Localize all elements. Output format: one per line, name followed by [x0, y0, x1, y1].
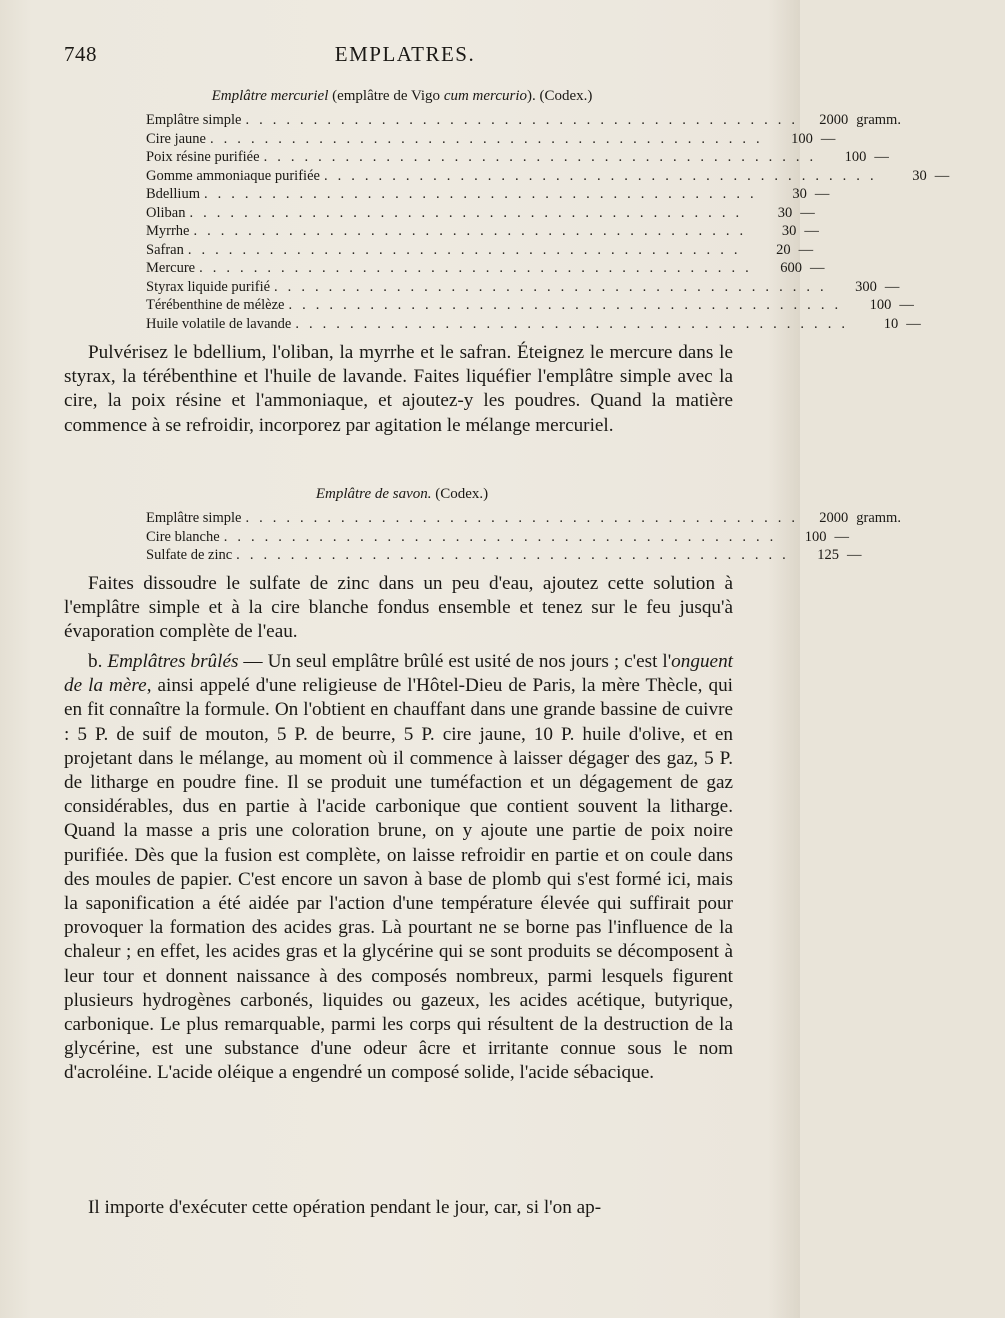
ingredient-unit: —	[934, 167, 950, 184]
ingredient-name: Myrrhe	[146, 223, 190, 239]
ingredient-row	[146, 509, 901, 528]
ingredient-name: Emplâtre simple	[146, 112, 242, 128]
recipe2-title	[64, 486, 740, 503]
page-number: 748	[64, 42, 97, 66]
ingredient-unit: —	[847, 547, 862, 563]
ingredient-name: Huile volatile de lavande	[146, 315, 292, 332]
ingredient-quantity: 20	[776, 241, 791, 258]
recipe1-title-end: ). (Codex.)	[527, 88, 593, 104]
paragraph-4-text: Il importe d'exécuter cette opération pendant le jour, car, si l'on ap-	[88, 1197, 602, 1218]
recipe2-ingredient-list	[146, 509, 901, 565]
recipe1-title-mid: (emplâtre de Vigo	[328, 88, 444, 104]
paragraph-2-text: Faites dissoudre le sulfate de zinc dans un peu d'eau, ajoutez cette solution à l'emplâtre simple et à la cire blanche fondus ensemble et tenez sur le feu jusqu'à évaporation complète de l'eau.	[64, 573, 733, 643]
ingredient-unit: gramm.	[856, 112, 901, 128]
ingredient-row	[146, 130, 836, 149]
dot-leader: . . . . . . . . . . . . . . . . . . . . . . . . . . . . . . . . . . . . . . . . .	[189, 204, 743, 221]
paragraph-3	[64, 650, 733, 1086]
recipe2-title-end: (Codex.)	[431, 486, 489, 502]
section-heading: Emplâtres brûlés	[107, 651, 239, 672]
paragraph-4	[64, 1196, 733, 1220]
running-title: EMPLATRES.	[334, 42, 476, 66]
ingredient-quantity: 30	[912, 167, 927, 184]
dot-leader: . . . . . . . . . . . . . . . . . . . . . . . . . . . . . . . . . . . . . . . . .	[223, 528, 777, 545]
ingredient-unit: —	[809, 260, 825, 276]
ingredient-name: Safran	[146, 241, 184, 258]
dot-leader: . . . . . . . . . . . . . . . . . . . . . . . . . . . . . . . . . . . . . . . . .	[236, 547, 789, 563]
paragraph-3-text	[64, 650, 733, 1086]
section-letter: b.	[88, 651, 108, 672]
paragraph-2	[64, 572, 733, 645]
ingredient-quantity: 125	[817, 547, 839, 563]
ingredient-name: Cire blanche	[146, 528, 220, 545]
dot-leader: . . . . . . . . . . . . . . . . . . . . . . . . . . . . . . . . . . . . . . . . .	[263, 149, 817, 165]
ingredient-quantity: 300	[855, 278, 877, 295]
dot-leader: . . . . . . . . . . . . . . . . . . . . . . . . . . . . . . . . . . . . . . . . .	[210, 130, 763, 147]
ingredient-unit: —	[874, 149, 889, 165]
ingredient-quantity: 30	[792, 186, 807, 202]
ingredient-row	[146, 111, 901, 130]
ingredient-unit: —	[820, 130, 836, 147]
dot-leader: . . . . . . . . . . . . . . . . . . . . . . . . . . . . . . . . . . . . . . . . .	[187, 241, 741, 258]
dot-leader: . . . . . . . . . . . . . . . . . . . . . . . . . . . . . . . . . . . . . . . . .	[245, 510, 799, 526]
dot-leader: . . . . . . . . . . . . . . . . . . . . . . . . . . . . . . . . . . . . . . . . .	[323, 167, 877, 184]
paragraph-3-part2: , ainsi appelé d'une religieuse de l'Hôtel-Dieu de Paris, la mère Thècle, qui en fit connaître la formule. On l'obtient en chauffant dans une grande bassine de cuivre : 5 P. de suif de mouton, 5 P. de beurre, 5 P. cire jaune, 10 P. huile d'olive, et en projetant dans le mélange, au moment où il commence à laisser dégager des gaz, 5 P. de litharge en poudre fine. Il se produit une tuméfaction et un dégagement de gaz considérables, dus en partie à l'acide carbonique que contient souvent la litharge. Quand la masse a pris une coloration brune, on y ajoute une partie de poix noire purifiée. Dès que la fusion est complète, on laisse refroidir en partie et on coule dans des moules de papier. C'est encore un savon à base de plomb qui s'est formé ici, mais la saponification a été aidée par l'action d'une température élevée qui suffirait pour provoquer la formation des acides gras. Là pourtant ne se borne pas l'influence de la chaleur ; en effet, les acides gras et la glycérine qui se sont produits se décomposent à leur tour et donnent naissance à des composés nombreux, parmi lesquels figurent plusieurs hydrogènes carbonés, liquides ou gazeux, les acides acétique, butyrique, carbonique. Le plus remarquable, parmi les corps qui résultent de la destruction de la glycérine, est une substance d'une odeur âcre et irritante connue sous le nom d'acroléine. L'acide oléique a engendré un composé solide, l'acide sébacique.	[64, 675, 733, 1084]
ingredient-unit: —	[804, 223, 819, 239]
ingredient-unit: —	[884, 278, 900, 295]
ingredient-quantity: 100	[804, 528, 827, 545]
recipe1-title	[64, 88, 740, 105]
ingredient-row	[146, 259, 825, 278]
ingredient-name: Emplâtre simple	[146, 510, 242, 526]
ingredient-quantity: 10	[883, 315, 899, 332]
paragraph-1	[64, 341, 733, 438]
ingredient-unit: —	[814, 186, 830, 202]
ingredient-name: Oliban	[146, 204, 186, 221]
dot-leader: . . . . . . . . . . . . . . . . . . . . . . . . . . . . . . . . . . . . . . . . .	[203, 186, 757, 202]
paragraph-3-part1: — Un seul emplâtre brûlé est usité de nos jours ; c'est l'	[238, 651, 672, 672]
ingredient-row	[146, 278, 900, 297]
ingredient-row	[146, 241, 814, 260]
dot-leader: . . . . . . . . . . . . . . . . . . . . . . . . . . . . . . . . . . . . . . . . .	[288, 297, 842, 313]
ingredient-unit: —	[834, 528, 850, 545]
recipe1-title-italic2: cum mercurio	[443, 88, 527, 104]
ingredient-row	[146, 222, 819, 241]
ingredient-name: Poix résine purifiée	[146, 149, 260, 165]
ingredient-row	[146, 148, 889, 167]
ingredient-row	[146, 528, 850, 547]
ingredient-name: Styrax liquide purifié	[146, 278, 271, 295]
ingredient-name: Cire jaune	[146, 130, 206, 147]
dot-leader: . . . . . . . . . . . . . . . . . . . . . . . . . . . . . . . . . . . . . . . . .	[295, 315, 849, 332]
recipe1-ingredient-list	[146, 111, 950, 333]
ingredient-unit: —	[906, 315, 921, 332]
ingredient-quantity: 100	[869, 297, 892, 313]
italic-term: onguent de la mère	[64, 651, 733, 697]
ingredient-quantity: 2000	[819, 112, 849, 128]
ingredient-row	[146, 296, 914, 315]
ingredient-name: Térébenthine de mélèze	[146, 297, 285, 313]
page-header	[64, 42, 746, 72]
ingredient-name: Gomme ammoniaque purifiée	[146, 167, 320, 184]
ingredient-unit: —	[899, 297, 914, 313]
ingredient-name: Mercure	[146, 260, 196, 276]
ingredient-unit: —	[798, 241, 814, 258]
ingredient-quantity: 30	[777, 204, 793, 221]
paragraph-1-text: Pulvérisez le bdellium, l'oliban, la myrrhe et le safran. Éteignez le mercure dans le styrax, la térébenthine et l'huile de lavande. Faites liquéfier l'emplâtre simple avec la cire, la poix résine et l'ammoniaque, et ajoutez-y les poudres. Quand la matière commence à se refroidir, incorporez par agitation le mélange mercuriel.	[64, 342, 733, 436]
recipe1-title-italic: Emplâtre mercuriel	[211, 88, 329, 104]
dot-leader: . . . . . . . . . . . . . . . . . . . . . . . . . . . . . . . . . . . . . . . . .	[274, 278, 827, 295]
ingredient-quantity: 100	[844, 149, 867, 165]
dot-leader: . . . . . . . . . . . . . . . . . . . . . . . . . . . . . . . . . . . . . . . . .	[245, 112, 799, 128]
ingredient-row	[146, 204, 815, 223]
ingredient-quantity: 2000	[819, 510, 849, 526]
ingredient-name: Sulfate de zinc	[146, 547, 233, 563]
ingredient-quantity: 30	[781, 223, 797, 239]
dot-leader: . . . . . . . . . . . . . . . . . . . . . . . . . . . . . . . . . . . . . . . . .	[199, 260, 752, 276]
ingredient-row	[146, 315, 921, 334]
dot-leader: . . . . . . . . . . . . . . . . . . . . . . . . . . . . . . . . . . . . . . . . .	[193, 223, 747, 239]
ingredient-name: Bdellium	[146, 186, 200, 202]
ingredient-quantity: 100	[791, 130, 813, 147]
ingredient-row	[146, 185, 830, 204]
ingredient-row	[146, 546, 862, 565]
recipe2-title-italic: Emplâtre de savon.	[315, 486, 432, 502]
ingredient-unit: gramm.	[856, 510, 901, 526]
ingredient-unit: —	[800, 204, 815, 221]
ingredient-quantity: 600	[780, 260, 802, 276]
ingredient-row	[146, 167, 950, 186]
